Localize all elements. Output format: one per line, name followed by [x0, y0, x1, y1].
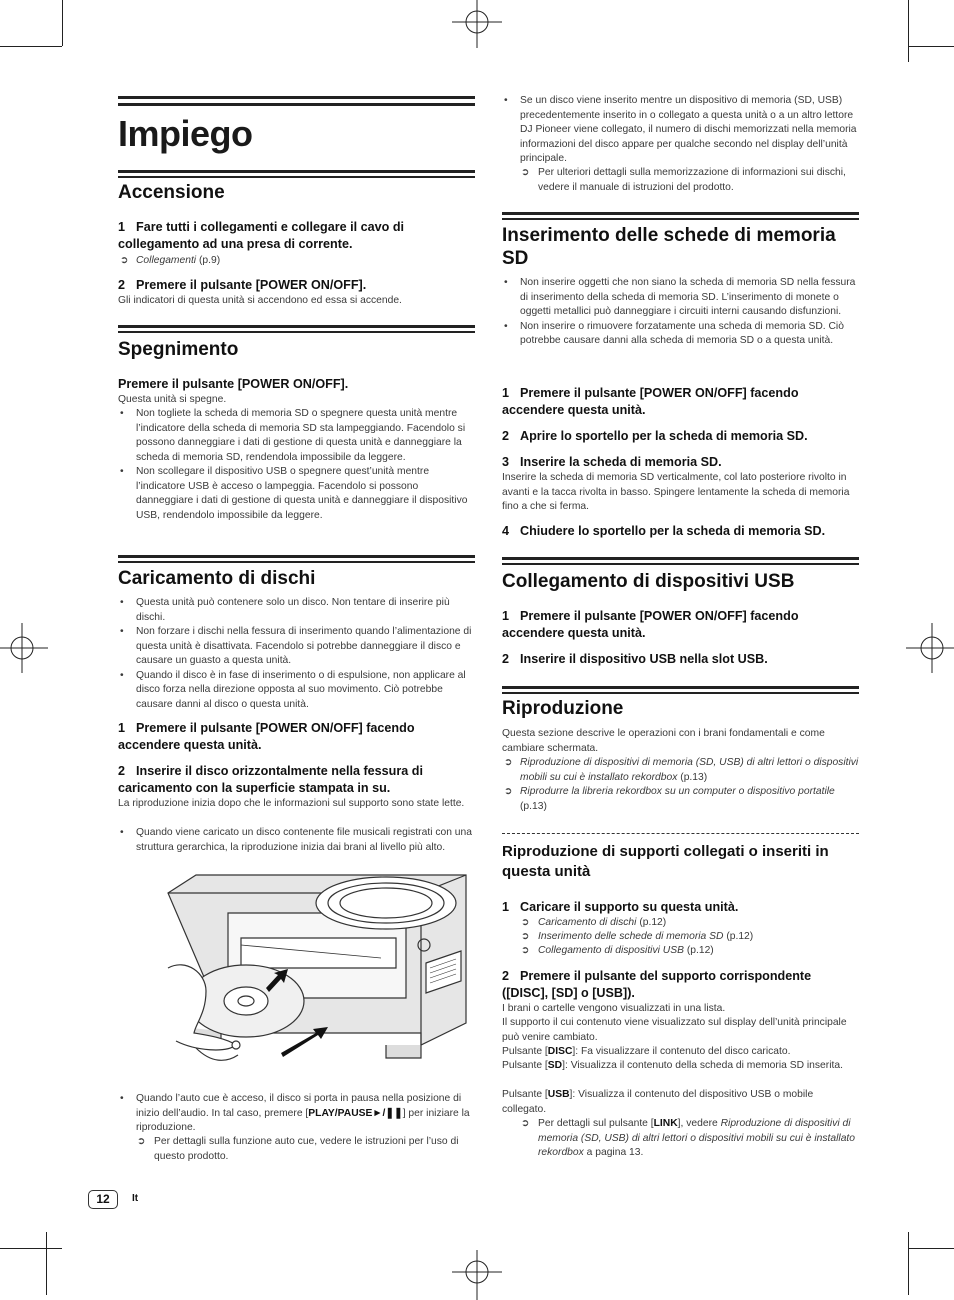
schede-sd-step-4: 4 Chiudere lo sportello per la scheda di memoria SD. [502, 524, 826, 538]
play-pause-key: PLAY/PAUSE►/❚❚ [308, 1107, 403, 1119]
schede-sd-bullets [502, 276, 859, 349]
riproduzione-ref-1: ➲ Riproduzione di dispositivi di memoria (SD, USB) di altri lettori o dispositivi mobili su cui è installato rekordbox (p.13) [504, 757, 859, 783]
list-item: • Non togliete la scheda di memoria SD o spegnere questa unità mentre l’indicatore della scheda di memoria SD sta lampeggiando. Facendolo si possono danneggiare i dati di gestione di questa unità e danneggiare la scheda di memoria SD, rendendola impossibile da leggere. [118, 407, 475, 465]
riproduzione-step-1-ref-3: ➲ Collegamento di dispositivi USB (p.12) [502, 944, 859, 959]
link-riproduzione-p13[interactable]: Riproduzione di dispositivi di memoria (SD, USB) di altri lettori o dispositivi mobili su cui è installato rekordbox [538, 1118, 856, 1158]
list-item: • Quando l’auto cue è acceso, il disco si porta in pausa nella posizione di inizio dell’audio. In tal caso, premere [PLAY/PAUSE►/❚❚] per iniziare la riproduzione. [118, 1092, 475, 1136]
dashed-divider [502, 833, 859, 834]
schede-sd-step-1: 1 Premere il pulsante [POWER ON/OFF] facendo accendere questa unità. [502, 386, 799, 417]
heading-spegnimento: Spegnimento [118, 339, 239, 360]
registration-mark-right [904, 623, 954, 673]
accensione-step-2: 2 Premere il pulsante [POWER ON/OFF]. [118, 278, 367, 292]
arrow-icon: ➲ [521, 917, 530, 928]
riproduzione-step-1-ref-2: ➲ Inserimento delle schede di memoria SD (p.12) [502, 930, 859, 945]
usb-step-1: 1 Premere il pulsante [POWER ON/OFF] facendo accendere questa unità. [502, 609, 799, 640]
list-item: • Se un disco viene inserito mentre un dispositivo di memoria (SD, USB) precedentemente inserito in o collegato a questa unità o a un altro lettore DJ Pioneer viene collegato, il numero di dischi memorizzati nella memoria informazioni del disco appare per qualche secondo nel display dell’unità principale. [502, 94, 859, 167]
registration-mark-left [0, 623, 50, 673]
list-item: • Quando viene caricato un disco contenente file musicali registrati con una struttura gerarchica, la riproduzione inizia dai brani al livello più alto. [118, 826, 475, 855]
riproduzione-step-2-desc-1: I brani o cartelle vengono visualizzati in una lista. [502, 1003, 726, 1014]
link-inserimento-schede[interactable]: Inserimento delle schede di memoria SD [538, 931, 724, 942]
heading-accensione: Accensione [118, 182, 225, 203]
arrow-icon: ➲ [120, 255, 129, 266]
spegnimento-desc: Questa unità si spegne. [118, 394, 227, 405]
heading-caricamento: Caricamento di dischi [118, 568, 316, 589]
autocue-ref: ➲ Per dettagli sulla funzione auto cue, vedere le istruzioni per l’uso di questo prodotto. [137, 1136, 459, 1162]
spegnimento-step: Premere il pulsante [POWER ON/OFF]. [118, 377, 349, 391]
section-rule [118, 555, 475, 563]
section-rule [118, 170, 475, 178]
crop-mark-tr-v [908, 0, 909, 62]
link-riprodurre-libreria[interactable]: Riprodurre la libreria rekordbox su un computer o dispositivo portatile [520, 786, 835, 797]
caricamento-step-2: 2 Inserire il disco orizzontalmente nella fessura di caricamento con la superficie stampata in su. [118, 764, 423, 795]
usb-step-2: 2 Inserire il dispositivo USB nella slot USB. [502, 652, 768, 666]
accensione-step-1: 1 Fare tutti i collegamenti e collegare il cavo di collegamento ad una presa di corrente. [118, 220, 405, 251]
link-collegamenti[interactable]: Collegamenti [136, 255, 197, 266]
link-button-ref: ➲ Per dettagli sul pulsante [LINK], vedere Riproduzione di dispositivi di memoria (SD, USB) di altri lettori o dispositivi mobili su cui è installato rekordbox a pagina 13. [521, 1118, 856, 1158]
list-item: • Non scollegare il dispositivo USB o spegnere quest’unità mentre l’indicatore USB è acceso o lampeggia. Facendolo si possono danneggiare i dati di gestione di questa unità e danneggiare il dispositivo USB, rendendolo impossibile da leggere. [118, 465, 475, 523]
section-rule [502, 686, 859, 694]
language-code: It [132, 1193, 139, 1204]
crop-mark-bl-h [0, 1248, 62, 1249]
schede-sd-step-3: 3 Inserire la scheda di memoria SD. [502, 455, 722, 469]
arrow-icon: ➲ [521, 167, 530, 178]
usb-button-desc: Pulsante [USB]: Visualizza il contenuto del dispositivo USB o mobile collegato. [502, 1089, 814, 1115]
disc-button-desc: Pulsante [DISC]: Fa visualizzare il contenuto del disco caricato. [502, 1046, 791, 1057]
page-title: Impiego [118, 113, 253, 154]
caricamento-step-2-bullets [118, 826, 475, 855]
heading-schede-sd: Inserimento delle schede di memoria SD [502, 225, 836, 269]
disc-insertion-illustration [166, 873, 471, 1088]
riproduzione-step-2-desc-2: Il supporto il cui contenuto viene visualizzato sul display dell’unità principale può venire cambiato. [502, 1017, 847, 1043]
caricamento-step-2-desc: La riproduzione inizia dopo che le informazioni sul supporto sono state lette. [118, 798, 465, 809]
arrow-icon: ➲ [521, 931, 530, 942]
registration-mark-top [452, 0, 502, 50]
riproduzione-step-1: 1 Caricare il supporto su questa unità. [502, 900, 739, 914]
autocue-bullets [118, 1092, 475, 1136]
riproduzione-step-2: 2 Premere il pulsante del supporto corrispondente ([DISC], [SD] o [USB]). [502, 969, 812, 1000]
arrow-icon: ➲ [521, 945, 530, 956]
link-collegamento-usb[interactable]: Collegamento di dispositivi USB [538, 945, 684, 956]
schede-sd-step-2: 2 Aprire lo sportello per la scheda di memoria SD. [502, 429, 808, 443]
riproduzione-desc: Questa sezione descrive le operazioni con i brani fondamentali e come cambiare schermata. [502, 728, 825, 754]
schede-sd-step-3-desc: Inserire la scheda di memoria SD verticalmente, col lato posteriore rivolto in avanti e la tacca rivolta in basso. Spingere lentamente la scheda di memoria fino a che si ferma. [502, 472, 850, 512]
list-item: • Quando il disco è in fase di inserimento o di espulsione, non applicare al disco forza nella direzione opposta al suo movimento. Ciò potrebbe causare danni al disco o questa unità. [118, 669, 475, 713]
arrow-icon: ➲ [137, 1136, 146, 1147]
right-top-ref: ➲ Per ulteriori dettagli sulla memorizzazione di informazioni sui dischi, vedere il manuale di istruzioni del prodotto. [521, 167, 846, 193]
list-item: • Non forzare i dischi nella fessura di inserimento quando l’alimentazione di questa unità è disattivata. Facendolo si potrebbe danneggiare il disco e causare un guasto a questa unità. [118, 625, 475, 669]
crop-mark-br-v [908, 1232, 909, 1295]
link-riproduzione-dispositivi[interactable]: Riproduzione di dispositivi di memoria (SD, USB) di altri lettori o dispositivi mobili su cui è installato rekordbox [520, 757, 859, 783]
right-top-bullets [502, 94, 859, 167]
caricamento-step-1: 1 Premere il pulsante [POWER ON/OFF] facendo accendere questa unità. [118, 721, 415, 752]
accensione-desc: Gli indicatori di questa unità si accendono ed essa si accende. [118, 295, 402, 306]
section-rule [118, 325, 475, 333]
list-item: • Questa unità può contenere solo un disco. Non tentare di inserire più dischi. [118, 596, 475, 625]
crop-mark-tr-h [908, 46, 954, 47]
crop-mark-tl-h [0, 46, 62, 47]
arrow-icon: ➲ [504, 757, 513, 768]
riproduzione-step-1-ref-1: ➲ Caricamento di dischi (p.12) [502, 916, 859, 931]
list-item: • Non inserire oggetti che non siano la scheda di memoria SD nella fessura di inserimento della scheda di memoria SD. L’inserimento di monete o oggetti metallici può danneggiare i circuiti interni causando disfunzioni. [502, 276, 859, 320]
arrow-icon: ➲ [504, 786, 513, 797]
crop-mark-br-h [908, 1248, 954, 1249]
caricamento-bullets [118, 596, 475, 712]
page-number: 12 [88, 1190, 118, 1209]
link-caricamento-dischi[interactable]: Caricamento di dischi [538, 917, 637, 928]
sd-button-desc: Pulsante [SD]: Visualizza il contenuto della scheda di memoria SD inserita. [502, 1060, 843, 1071]
heading-usb: Collegamento di dispositivi USB [502, 571, 795, 592]
list-item: • Non inserire o rimuovere forzatamente una scheda di memoria SD. Ciò potrebbe causare danni alla scheda di memoria SD o a questa unità. [502, 320, 859, 349]
section-rule [502, 212, 859, 220]
riproduzione-ref-2: ➲ Riprodurre la libreria rekordbox su un computer o dispositivo portatile (p.13) [504, 786, 835, 812]
title-rule [118, 96, 475, 106]
arrow-icon: ➲ [521, 1118, 530, 1129]
heading-riproduzione: Riproduzione [502, 698, 624, 719]
spegnimento-bullets [118, 407, 475, 523]
crop-mark-bl-v [46, 1232, 47, 1295]
crop-mark-tl-v [62, 0, 63, 46]
accensione-ref: ➲ Collegamenti (p.9) [118, 254, 475, 269]
section-rule [502, 557, 859, 565]
registration-mark-bottom [452, 1250, 502, 1300]
heading-riproduzione-supporti: Riproduzione di supporti collegati o inseriti in questa unità [502, 843, 829, 880]
